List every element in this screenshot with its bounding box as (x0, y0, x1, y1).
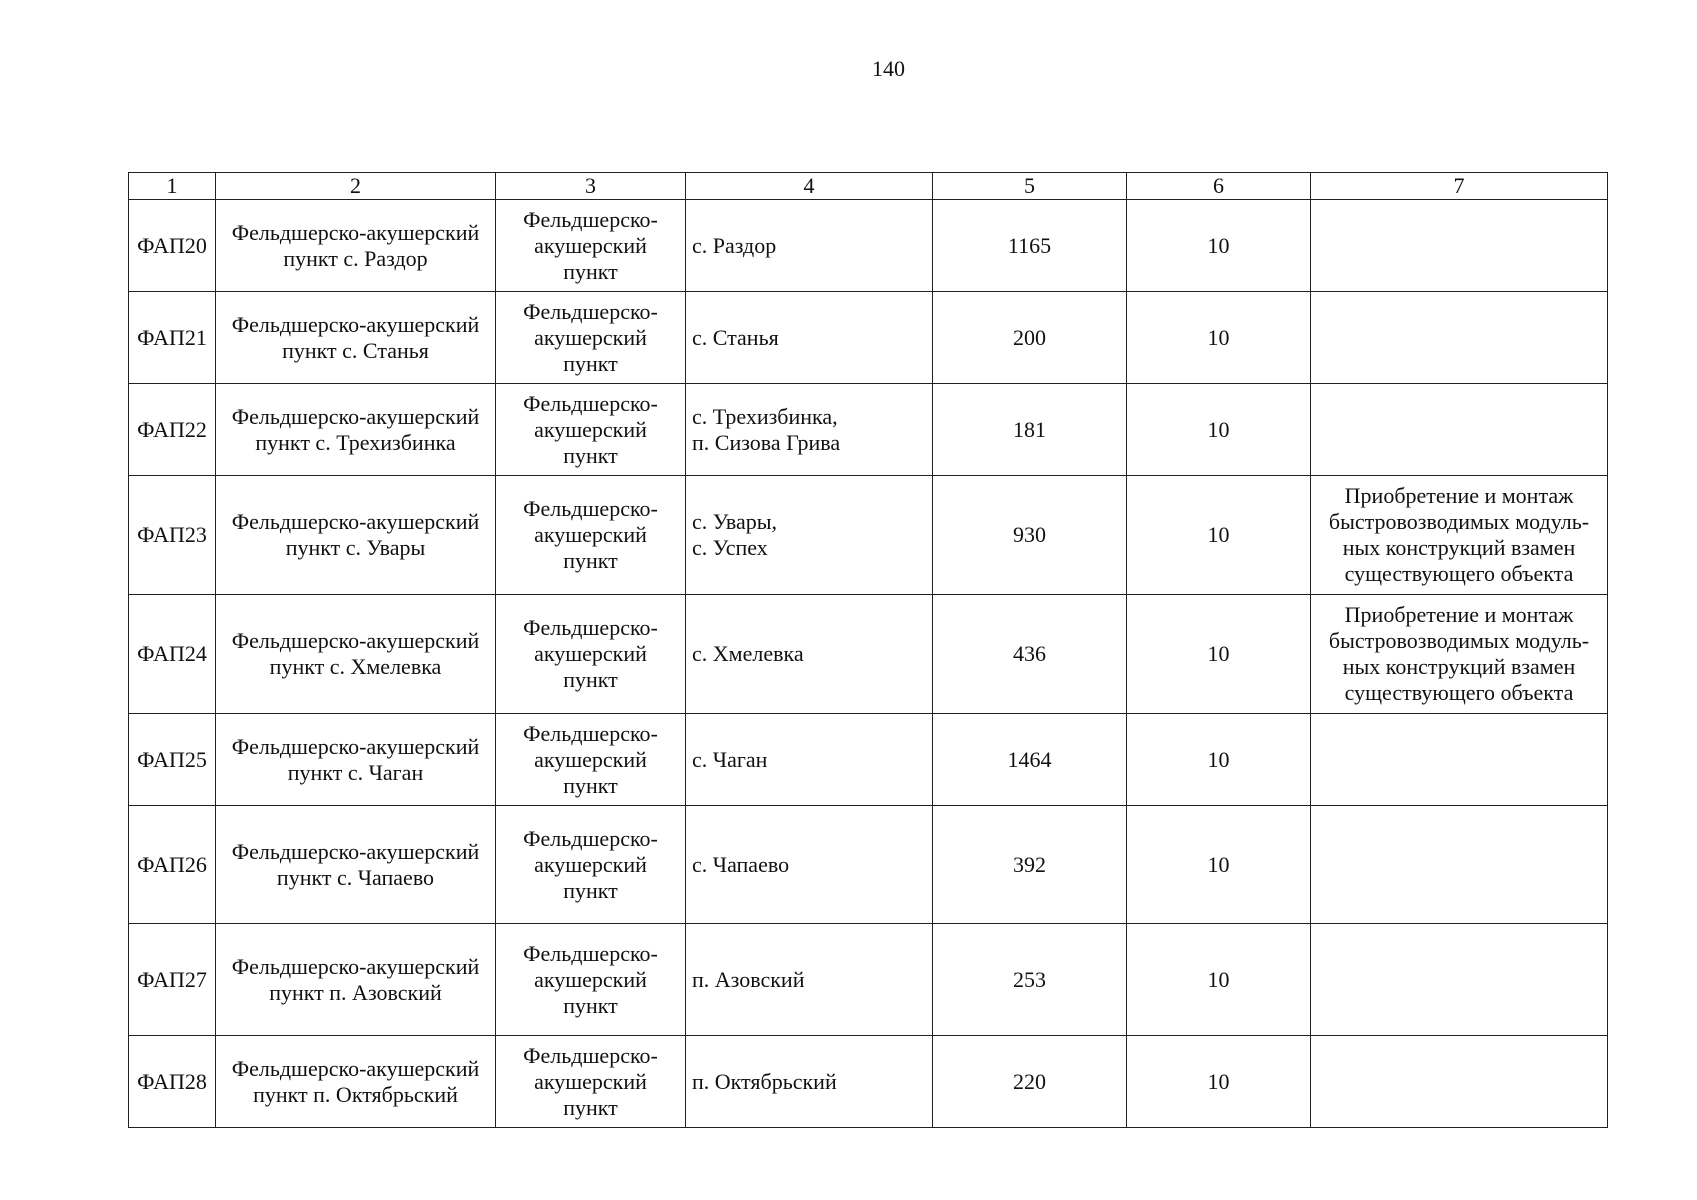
facility-location: с. Чаган (686, 714, 933, 806)
facility-note: Приобретение и монтаж быстровозводимых модуль- ных конструкций взамен существующего объекта (1311, 595, 1608, 714)
facility-note (1311, 1036, 1608, 1128)
facility-note (1311, 292, 1608, 384)
facility-distance: 10 (1127, 200, 1311, 292)
facility-type: Фельдшерско- акушерский пункт (496, 595, 686, 714)
facility-name: Фельдшерско-акушерский пункт с. Увары (216, 476, 496, 595)
facility-note: Приобретение и монтаж быстровозводимых модуль- ных конструкций взамен существующего объекта (1311, 476, 1608, 595)
page-number: 140 (872, 56, 905, 81)
column-number-3: 3 (496, 173, 686, 200)
facility-type: Фельдшерско- акушерский пункт (496, 476, 686, 595)
facility-name: Фельдшерско-акушерский пункт с. Чаган (216, 714, 496, 806)
facility-location: с. Хмелевка (686, 595, 933, 714)
facility-location: п. Азовский (686, 924, 933, 1036)
facility-distance: 10 (1127, 806, 1311, 924)
facility-type: Фельдшерско- акушерский пункт (496, 200, 686, 292)
facility-note (1311, 384, 1608, 476)
facility-name: Фельдшерско-акушерский пункт с. Чапаево (216, 806, 496, 924)
facility-distance: 10 (1127, 924, 1311, 1036)
facility-type: Фельдшерско- акушерский пункт (496, 714, 686, 806)
facility-population: 253 (933, 924, 1127, 1036)
facility-code: ФАП27 (129, 924, 216, 1036)
facility-type: Фельдшерско- акушерский пункт (496, 806, 686, 924)
facility-location: п. Октябрьский (686, 1036, 933, 1128)
facility-note (1311, 924, 1608, 1036)
table-row (129, 384, 1608, 476)
facility-name: Фельдшерско-акушерский пункт п. Октябрьский (216, 1036, 496, 1128)
facility-code: ФАП28 (129, 1036, 216, 1128)
facility-population: 1165 (933, 200, 1127, 292)
facility-name: Фельдшерско-акушерский пункт с. Трехизбинка (216, 384, 496, 476)
facility-population: 181 (933, 384, 1127, 476)
column-number-1: 1 (129, 173, 216, 200)
table-row (129, 292, 1608, 384)
facility-code: ФАП20 (129, 200, 216, 292)
facility-distance: 10 (1127, 714, 1311, 806)
column-number-7: 7 (1311, 173, 1608, 200)
facility-location: с. Трехизбинка, п. Сизова Грива (686, 384, 933, 476)
facility-code: ФАП26 (129, 806, 216, 924)
facility-population: 1464 (933, 714, 1127, 806)
facility-type: Фельдшерско- акушерский пункт (496, 1036, 686, 1128)
table-row (129, 595, 1608, 714)
facility-location: с. Чапаево (686, 806, 933, 924)
table-row (129, 200, 1608, 292)
facility-code: ФАП21 (129, 292, 216, 384)
facility-note (1311, 200, 1608, 292)
facility-location: с. Увары, с. Успех (686, 476, 933, 595)
facility-code: ФАП22 (129, 384, 216, 476)
facilities-table (128, 172, 1608, 1128)
table-row (129, 714, 1608, 806)
facility-note (1311, 714, 1608, 806)
facility-type: Фельдшерско- акушерский пункт (496, 924, 686, 1036)
facility-name: Фельдшерско-акушерский пункт с. Раздор (216, 200, 496, 292)
facility-population: 392 (933, 806, 1127, 924)
facility-distance: 10 (1127, 292, 1311, 384)
column-number-6: 6 (1127, 173, 1311, 200)
facility-code: ФАП24 (129, 595, 216, 714)
facility-distance: 10 (1127, 1036, 1311, 1128)
facility-distance: 10 (1127, 476, 1311, 595)
facility-code: ФАП25 (129, 714, 216, 806)
facility-population: 436 (933, 595, 1127, 714)
table-row (129, 476, 1608, 595)
facility-name: Фельдшерско-акушерский пункт п. Азовский (216, 924, 496, 1036)
column-number-5: 5 (933, 173, 1127, 200)
facility-distance: 10 (1127, 384, 1311, 476)
facility-population: 220 (933, 1036, 1127, 1128)
facility-note (1311, 806, 1608, 924)
table-row (129, 806, 1608, 924)
facility-type: Фельдшерско- акушерский пункт (496, 384, 686, 476)
facility-location: с. Раздор (686, 200, 933, 292)
column-number-4: 4 (686, 173, 933, 200)
facility-distance: 10 (1127, 595, 1311, 714)
table-row (129, 1036, 1608, 1128)
facility-name: Фельдшерско-акушерский пункт с. Хмелевка (216, 595, 496, 714)
facility-population: 200 (933, 292, 1127, 384)
table-row (129, 924, 1608, 1036)
facility-location: с. Станья (686, 292, 933, 384)
facility-name: Фельдшерско-акушерский пункт с. Станья (216, 292, 496, 384)
table-header-row (129, 173, 1608, 200)
column-number-2: 2 (216, 173, 496, 200)
facility-type: Фельдшерско- акушерский пункт (496, 292, 686, 384)
facility-population: 930 (933, 476, 1127, 595)
facility-code: ФАП23 (129, 476, 216, 595)
